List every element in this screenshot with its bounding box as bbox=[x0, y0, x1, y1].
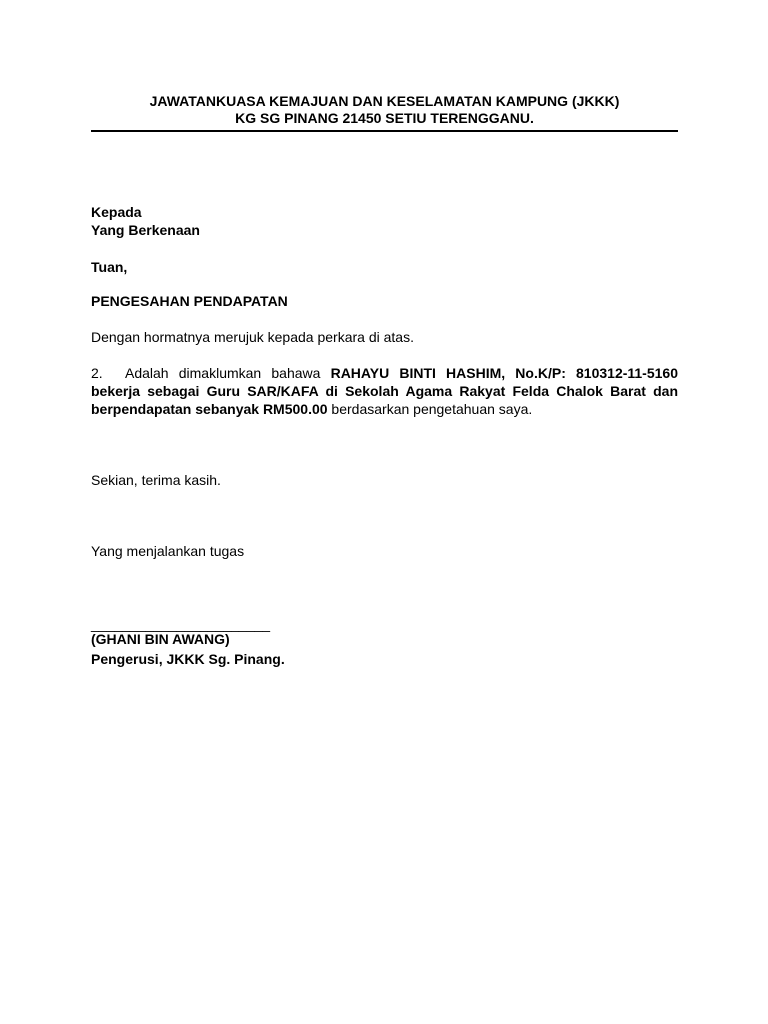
paragraph-lead: Adalah dimaklumkan bahawa bbox=[125, 365, 331, 381]
paragraph-bold-details: RAHAYU BINTI HASHIM, No.K/P: 810312-11-5160 bekerja sebagai Guru SAR/KAFA di Sekolah Agama Rakyat Felda Chalok Barat dan berpendapatan sebanyak RM500.00 bbox=[91, 365, 678, 417]
signer-title: Pengerusi, JKKK Sg. Pinang. bbox=[91, 651, 285, 667]
signoff-line: Yang menjalankan tugas bbox=[91, 543, 245, 559]
letterhead bbox=[91, 93, 678, 127]
signer-name: (GHANI BIN AWANG) bbox=[91, 631, 230, 647]
letterhead-organization: JAWATANKUASA KEMAJUAN DAN KESELAMATAN KAMPUNG (JKKK) bbox=[149, 93, 620, 109]
body-paragraph bbox=[91, 364, 678, 418]
recipient-line-1: Kepada bbox=[91, 204, 142, 220]
signature-line: _______________________ bbox=[91, 616, 271, 632]
intro-paragraph: Dengan hormatnya merujuk kepada perkara di atas. bbox=[91, 329, 414, 345]
paragraph-tail: berdasarkan pengetahuan saya. bbox=[327, 401, 533, 417]
subject-heading: PENGESAHAN PENDAPATAN bbox=[91, 293, 288, 309]
letterhead-address: KG SG PINANG 21450 SETIU TERENGGANU. bbox=[235, 110, 534, 126]
closing-line: Sekian, terima kasih. bbox=[91, 472, 221, 488]
recipient-line-2: Yang Berkenaan bbox=[91, 222, 200, 238]
salutation: Tuan, bbox=[91, 259, 128, 275]
recipient-block bbox=[91, 203, 678, 239]
letterhead-divider bbox=[91, 130, 678, 132]
paragraph-number: 2. bbox=[91, 365, 103, 381]
